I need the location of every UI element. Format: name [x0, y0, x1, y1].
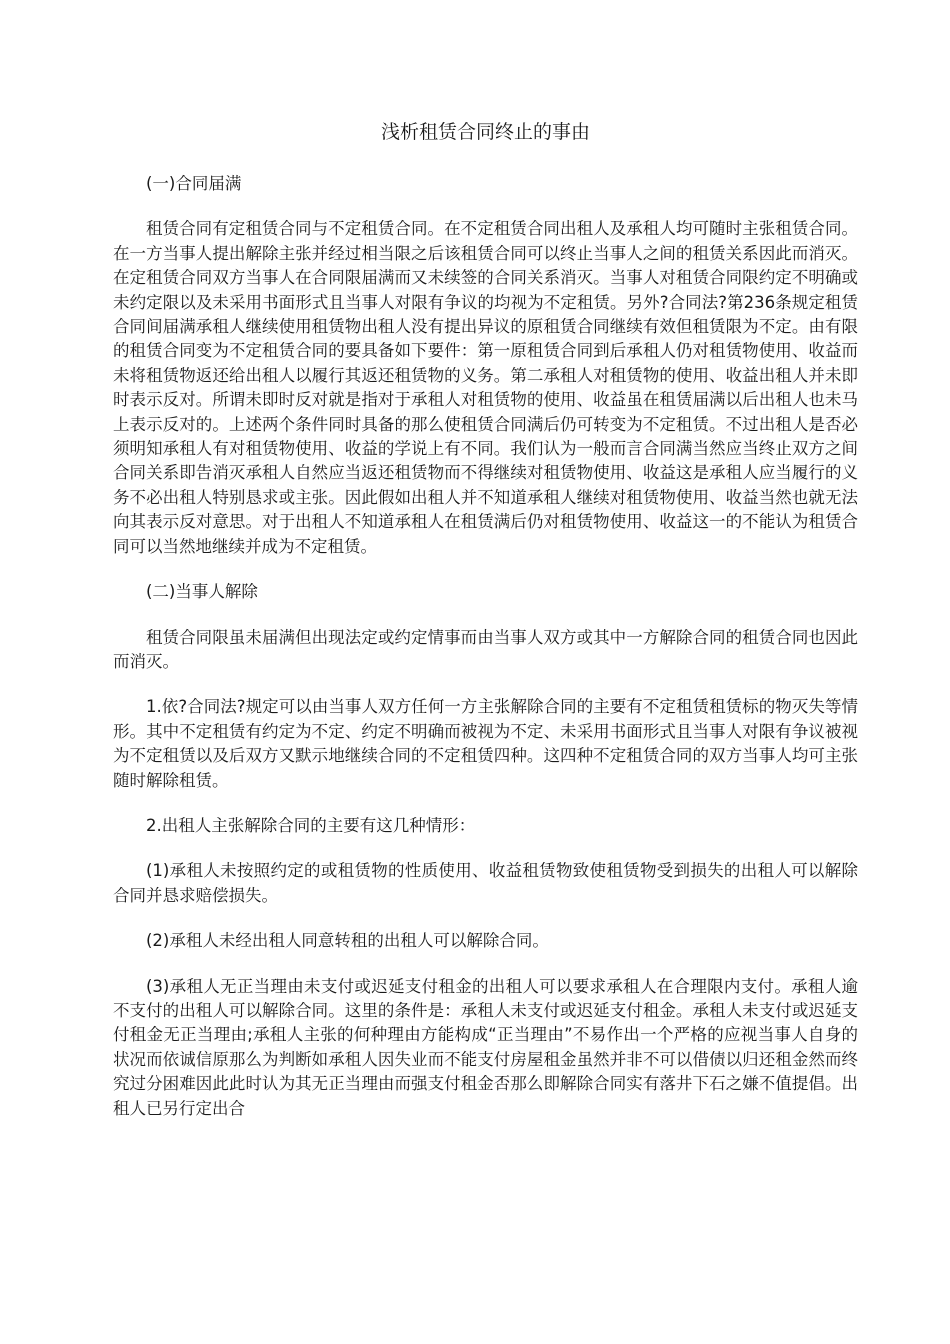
body-paragraph: (1)承租人未按照约定的或租赁物的性质使用、收益租赁物致使租赁物受到损失的出租人可以解除合同并恳求赔偿损失。 [113, 861, 858, 905]
body-paragraph: 租赁合同限虽未届满但出现法定或约定情事而由当事人双方或其中一方解除合同的租赁合同也因此而消灭。 [113, 627, 858, 671]
section-heading-2: (二)当事人解除 [146, 582, 258, 602]
body-paragraph: (3)承租人无正当理由未支付或迟延支付租金的出租人可以要求承租人在合理限内支付。承租人逾不支付的出租人可以解除合同。这里的条件是：承租人未支付或迟延支付租金。承租人未支付或迟延支付租金无正当理由;承租人主张的何种理由方能构成“正当理由”不易作出一个严格的应视当事人自身的状况而依诚信原那么为判断如承租人因失业而不能支付房屋租金虽然并非不可以借债以归还租金然而终究过分困难因此此时认为其无正当理由而强支付租金否那么即解除合同实有落井下石之嫌不值提倡。出租人已另行定出合 [113, 976, 858, 1118]
body-paragraph: 1.依?合同法?规定可以由当事人双方任何一方主张解除合同的主要有不定租赁租赁标的物灭失等情形。其中不定租赁有约定为不定、约定不明确而被视为不定、未采用书面形式且当事人对限有争议被视为不定租赁以及后双方又默示地继续合同的不定租赁四种。这四种不定租赁合同的双方当事人均可主张随时解除租赁。 [113, 697, 858, 790]
document-page [113, 118, 858, 1142]
document-title: 浅析租赁合同终止的事由 [380, 121, 590, 143]
body-paragraph: 2.出租人主张解除合同的主要有这几种情形： [146, 815, 476, 835]
section-heading-1: (一)合同届满 [146, 174, 242, 193]
body-paragraph: 租赁合同有定租赁合同与不定租赁合同。在不定租赁合同出租人及承租人均可随时主张租赁合同。在一方当事人提出解除主张并经过相当限之后该租赁合同可以终止当事人之间的租赁关系因此而消灭。在定租赁合同双方当事人在合同限届满而又未续签的合同关系消灭。当事人对租赁合同限约定不明确或未约定限以及未采用书面形式且当事人对限有争议的均视为不定租赁。另外?合同法?第236条规定租赁合同间届满承租人继续使用租赁物出租人没有提出异议的原租赁合同继续有效但租赁限为不定。由有限的租赁合同变为不定租赁合同的要具备如下要件：第一原租赁合同到后承租人仍对租赁物使用、收益而未将租赁物返还给出租人以履行其返还租赁物的义务。第二承租人对租赁物的使用、收益出租人并未即时表示反对。所谓未即时反对就是指对于承租人对租赁物的使用、收益虽在租赁届满以后出租人也未马上表示反对的。上述两个条件同时具备的那么使租赁合同满后仍可转变为不定租赁。不过出租人是否必须明知承租人有对租赁物使用、收益的学说上有不同。我们认为一般而言合同满当然应当终止双方之间合同关系即告消灭承租人自然应当返还租赁物而不得继续对租赁物使用、收益这是承租人应当履行的义务不必出租人特别恳求或主张。因此假如出租人并不知道承租人继续对租赁物使用、收益当然也就无法向其表示反对意思。对于出租人不知道承租人在租赁满后仍对租赁物使用、收益这一的不能认为租赁合同可以当然地继续并成为不定租赁。 [113, 219, 858, 556]
body-paragraph: (2)承租人未经出租人同意转租的出租人可以解除合同。 [146, 931, 549, 951]
